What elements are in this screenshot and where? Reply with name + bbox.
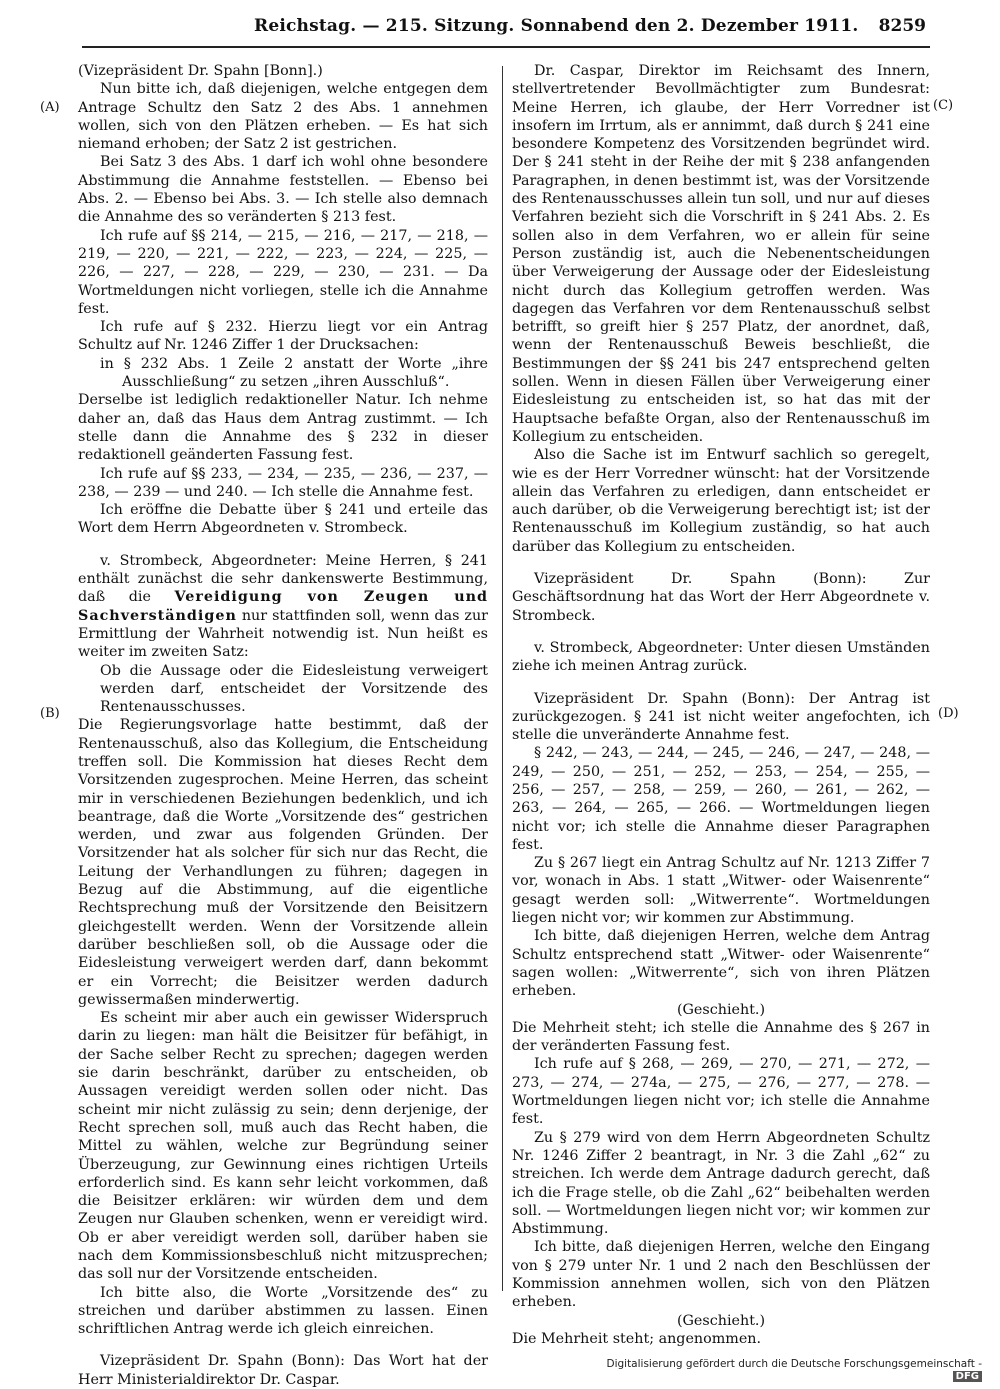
speech-strombeck xyxy=(78,552,488,662)
credit-text: Digitalisierung gefördert durch die Deutsche Forschungsgemeinschaft - xyxy=(606,1358,982,1370)
quoted-amendment: in § 232 Abs. 1 Zeile 2 anstatt der Worte „ihre Ausschließung“ zu setzen „ihren Ausschluß“. xyxy=(100,355,488,391)
paragraph: Bei Satz 3 des Abs. 1 darf ich wohl ohne besondere Abstimmung die Annahme feststellen. — Ebenso bei Abs. 2. — Ebenso bei Abs. 3. — Ich stelle also demnach die Annahme des so veränderten § 213 fest. xyxy=(78,154,488,226)
digitization-credit xyxy=(600,1358,982,1382)
paragraph: Derselbe ist lediglich redaktioneller Natur. Ich nehme daher an, daß das Haus dem Antrag zustimmt. — Ich stelle dann die Annahme des § 232 in dieser redaktionell geänderten Fassung fest. xyxy=(78,392,488,464)
paragraph: Ich bitte, daß diejenigen Herren, welche den Eingang von § 279 unter Nr. 1 und 2 nach den Beschlüssen der Kommission annehmen wollen, sich von den Plätzen erheben. xyxy=(512,1239,930,1311)
stage-direction: (Geschieht.) xyxy=(676,1001,766,1018)
right-column xyxy=(512,62,930,1348)
paragraph: Ich bitte also, die Worte „Vorsitzende des“ zu streichen und darüber abstimmen zu lassen. Einen schriftlichen Antrag werde ich gleich einreichen. xyxy=(78,1284,488,1338)
paragraph: Die Mehrheit steht; ich stelle die Annahme des § 267 in der veränderten Fassung fest. xyxy=(512,1019,930,1055)
paragraph: Es scheint mir aber auch ein gewisser Widerspruch darin zu liegen: man hält die Beisitzer für befähigt, in der Sache selber Recht zu sprechen; dagegen werden sie darin beschränkt, darüber zu entscheiden, ob Aussagen vereidigt werden sollen oder nicht. Das scheint mir nicht zulässig zu sein; denn derjenige, der Recht sprechen soll, muß auch das Recht haben, die Mittel zu wählen, welche zur Begründung seiner Überzeugung, zur Gewinnung eines richtigen Urteils erforderlich sind. Es kann sehr leicht vorkommen, daß die Beisitzer erklären: wir würden dem und dem Zeugen nur Glauben schenken, wenn er vereidigt wird. Ob er aber vereidigt werden soll, darüber haben sie nach dem Kommissionsbeschluß nicht mitzusprechen; das soll nur der Vorsitzende entscheiden. xyxy=(78,1010,488,1283)
page-header xyxy=(82,6,930,48)
paragraph: Die Regierungsvorlage hatte bestimmt, daß der Rentenausschuß, also das Kollegium, die Entscheidung treffen soll. Die Kommission hat dieses Recht dem Vorsitzenden zugesprochen. Meine Herren, das scheint mir in verschiedenen Beziehungen bedenklich, und ich beantrage, daß die Worte „Vorsitzende des“ gestrichen werden, und zwar aus folgenden Gründen. Der Vorsitzender hat als solcher für sich nur das Recht, die Leitung der Verhandlungen zu führen; dagegen in Bezug auf die Abstimmung, auf die eigentliche Rechtsprechung muß der Vorsitzende den Beisitzern gleichgestellt werden. Wenn der Vorsitzende allein darüber beschließen soll, ob die Aussage oder die Eidesleistung verweigert werden darf, dann bekommt er ein Vorrecht; die Beisitzer werden dadurch gewissermaßen minderwertig. xyxy=(78,717,488,1008)
quoted-clause: Ob die Aussage oder die Eidesleistung verweigert werden darf, entscheidet der Vorsitzende des Rentenausschusses. xyxy=(100,662,488,716)
paragraph: Ich rufe auf §§ 214, — 215, — 216, — 217, — 218, — 219, — 220, — 221, — 222, — 223, — 224, — 225, — 226, — 227, — 228, — 229, — 230, — 231. — Da Wortmeldungen nicht vorliegen, stelle ich die Annahme fest. xyxy=(78,227,488,317)
paragraph: Die Mehrheit steht; angenommen. xyxy=(512,1330,762,1347)
paragraph: Also die Sache ist im Entwurf sachlich so geregelt, wie es der Herr Vorredner wünscht: hat der Vorsitzende allein das Verfahren zu erledigen, dann entscheidet er auch darüber, ob die Verweigerung berechtigt ist; ist der Rentenausschuß im Kollegium zuständig, so hat auch darüber das Kollegium zu entscheiden. xyxy=(512,447,930,555)
paragraph: Zu § 267 liegt ein Antrag Schultz auf Nr. 1213 Ziffer 7 vor, wonach in Abs. 1 statt „Witwer- oder Waisenrente“ gesagt werden soll: „Witwerrente“. Wortmeldungen liegen nicht vor; wir kommen zur Abstimmung. xyxy=(512,855,930,927)
emphasis-text: Vereidigung von Zeugen und Sachverständigen xyxy=(78,589,488,624)
paragraph: § 242, — 243, — 244, — 245, — 246, — 247, — 248, — 249, — 250, — 251, — 252, — 253, — 254, — 255, — 256, — 257, — 258, — 259, — 260, — 261, — 262, — 263, — 264, — 265, — 266. — Wortmeldungen liegen nicht vor; ich stelle die Annahme dieser Paragraphen fest. xyxy=(512,745,930,853)
left-column xyxy=(78,62,488,1389)
margin-marker-d: (D) xyxy=(938,706,959,721)
dfg-logo: DFG xyxy=(953,1371,982,1382)
paragraph: Ich rufe auf § 232. Hierzu liegt vor ein Antrag Schultz auf Nr. 1246 Ziffer 1 der Drucksachen: xyxy=(78,319,488,354)
paragraph: Ich eröffne die Debatte über § 241 und erteile das Wort dem Herrn Abgeordneten v. Strombeck. xyxy=(78,502,488,537)
paragraph: Ich bitte, daß diejenigen Herren, welche dem Antrag Schultz entsprechend statt „Witwer- oder Waisenrente“ sagen wollen: „Witwerrente“, sich von ihren Plätzen erheben. xyxy=(512,928,930,1000)
speech-text: nur stattfinden soll, wenn das zur Ermittlung der Wahrheit notwendig ist. Nun heißt es weiter im zweiten Satz: xyxy=(78,607,488,661)
column-divider xyxy=(502,66,503,1291)
paragraph: Ich rufe auf §§ 233, — 234, — 235, — 236, — 237, — 238, — 239 — und 240. — Ich stelle die Annahme fest. xyxy=(78,465,488,500)
margin-marker-a: (A) xyxy=(40,100,60,115)
margin-marker-b: (B) xyxy=(40,706,60,721)
speech-vizepraesident: Vizepräsident Dr. Spahn (Bonn): Der Antrag ist zurückgezogen. § 241 ist nicht weiter angefochten, ich stelle die unveränderte Annahme fest. xyxy=(512,690,930,744)
header-title: Reichstag. — 215. Sitzung. Sonnabend den 2. Dezember 1911. xyxy=(254,16,859,36)
paragraph: Ich rufe auf § 268, — 269, — 270, — 271, — 272, — 273, — 274, — 274a, — 275, — 276, — 277, — 278. — Wortmeldungen liegen nicht vor; ich stelle die Annahme fest. xyxy=(512,1056,930,1128)
speech-strombeck: v. Strombeck, Abgeordneter: Unter diesen Umständen ziehe ich meinen Antrag zurück. xyxy=(512,639,930,675)
paragraph: Nun bitte ich, daß diejenigen, welche entgegen dem Antrage Schultz den Satz 2 des Abs. 1 annehmen wollen, sich von den Plätzen erheben. — Es hat sich niemand erhoben; der Satz 2 ist gestrichen. xyxy=(78,81,488,153)
margin-marker-c: (C) xyxy=(933,98,954,113)
page-number: 8259 xyxy=(878,16,926,36)
paragraph: Zu § 279 wird von dem Herrn Abgeordneten Schultz Nr. 1246 Ziffer 2 beantragt, in Nr. 3 die Zahl „62“ zu streichen. Ich werde dem Antrage dadurch gerecht, daß ich die Frage stelle, ob die Zahl „62“ beibehalten werden soll. — Wortmeldungen liegen nicht vor; wir kommen zur Abstimmung. xyxy=(512,1129,930,1238)
speech-vizepraesident: Vizepräsident Dr. Spahn (Bonn): Das Wort hat der Herr Ministerialdirektor Dr. Caspar. xyxy=(78,1353,488,1388)
speaker-continuation: (Vizepräsident Dr. Spahn [Bonn].) xyxy=(78,63,323,79)
speech-text: v. Strombeck, Abgeordneter: Meine Herren, § 241 enthält zunächst die sehr dankenswerte Bestimmung, daß die xyxy=(78,552,488,606)
stage-direction: (Geschieht.) xyxy=(676,1312,766,1329)
speech-caspar: Dr. Caspar, Direktor im Reichsamt des Innern, stellvertretender Bevollmächtigter zum Bundesrat: Meine Herren, ich glaube, der Herr Vorredner ist insofern im Irrtum, als er annimmt, daß durch § 241 eine besondere Kompetenz des Vorsitzenden begründet wird. Der § 241 steht in der Reihe der mit § 238 anfangenden Paragraphen, in denen bestimmt ist, was der Vorsitzende des Rentenausschusses allein tun soll, und nur auf dieses Verfahren bezieht sich die Vorschrift in § 241 Abs. 2. Es sollen also in dem Verfahren, wo er allein für seine Person zuständig ist, auch die Nebenentscheidungen über Verweigerung der Aussage oder der Eidesleistung nicht durch das Kollegium getroffen werden. Was dagegen das Verfahren vor dem Rentenausschuß selbst betrifft, so greift hier § 257 Platz, der anordnet, daß, wenn der Rentenausschuß Beweis beschließt, die Bestimmungen der §§ 241 bis 247 entsprechend gelten sollen. Wenn in diesen Fällen über Verweigerung einer Eidesleistung zu entscheiden ist, so hat das mit der Hauptsache befaßte Organ, also der Rentenausschuß im Kollegium zu entscheiden. xyxy=(512,63,930,445)
speech-vizepraesident: Vizepräsident Dr. Spahn (Bonn): Zur Geschäftsordnung hat das Wort der Herr Abgeordnete v. Strombeck. xyxy=(512,571,930,624)
